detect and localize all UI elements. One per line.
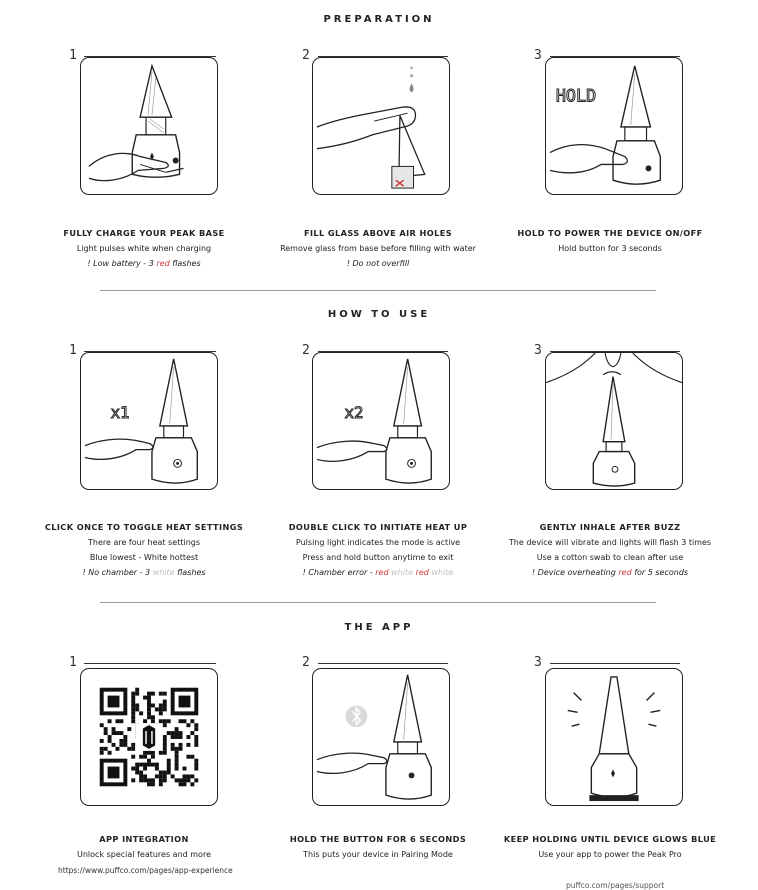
qr-code-icon[interactable] bbox=[81, 669, 217, 805]
prep-step-2-number: 2 bbox=[302, 48, 310, 63]
section-title-how-to-use: HOW TO USE bbox=[327, 309, 431, 320]
use-step-3-illustration bbox=[545, 352, 683, 490]
section-divider-2 bbox=[100, 602, 656, 603]
app-step-1-number: 1 bbox=[69, 655, 77, 670]
use-step-3-detail-2: Use a cotton swab to clean after use bbox=[536, 553, 684, 562]
prep-step-1-illustration bbox=[80, 57, 218, 195]
use-step-1-detail-2: Blue lowest - White hottest bbox=[89, 553, 199, 562]
peak-device-icon bbox=[546, 669, 682, 805]
prep-step-2-caption bbox=[258, 226, 498, 271]
use-step-2-detail-1: Pulsing light indicates the mode is active bbox=[295, 538, 461, 547]
section-title-the-app: THE APP bbox=[344, 622, 414, 633]
app-step-1-illustration[interactable] bbox=[80, 668, 218, 806]
use-step-2-title: DOUBLE CLICK TO INITIATE HEAT UP bbox=[288, 522, 468, 532]
prep-step-1-caption bbox=[24, 226, 264, 271]
click-once-text: x1 bbox=[110, 403, 130, 423]
prep-step-2-detail: Remove glass from base before filling with water bbox=[280, 244, 476, 253]
prep-step-1-warning: ! Low battery - 3 red flashes bbox=[87, 259, 201, 268]
peak-device-icon bbox=[546, 353, 682, 489]
use-step-3-number: 3 bbox=[534, 343, 542, 358]
app-step-3-detail: Use your app to power the Peak Pro bbox=[538, 850, 682, 859]
prep-step-3-title: HOLD TO POWER THE DEVICE ON/OFF bbox=[517, 228, 703, 238]
use-step-3-warning: ! Device overheating red for 5 seconds bbox=[531, 568, 689, 577]
prep-step-3-caption bbox=[490, 226, 730, 256]
use-step-1-number: 1 bbox=[69, 343, 77, 358]
use-step-3-detail-1: The device will vibrate and lights will flash 3 times bbox=[508, 538, 712, 547]
prep-step-3-number: 3 bbox=[534, 48, 542, 63]
app-step-3-number: 3 bbox=[534, 655, 542, 670]
peak-device-icon bbox=[81, 58, 217, 194]
app-step-3-illustration bbox=[545, 668, 683, 806]
app-step-2-number: 2 bbox=[302, 655, 310, 670]
hand-icon bbox=[317, 753, 387, 773]
use-step-2-detail-2: Press and hold button anytime to exit bbox=[302, 553, 454, 562]
prep-step-1-number: 1 bbox=[69, 48, 77, 63]
prep-step-1-title: FULLY CHARGE YOUR PEAK BASE bbox=[63, 228, 225, 238]
app-step-2-illustration bbox=[312, 668, 450, 806]
use-step-1-title: CLICK ONCE TO TOGGLE HEAT SETTINGS bbox=[44, 522, 244, 532]
peak-glass-icon bbox=[313, 58, 449, 194]
peak-device-icon bbox=[81, 353, 217, 489]
app-step-3-title: KEEP HOLDING UNTIL DEVICE GLOWS BLUE bbox=[503, 834, 717, 844]
use-step-1-warning: ! No chamber - 3 white flashes bbox=[82, 568, 206, 577]
app-step-2-line bbox=[318, 663, 448, 664]
support-link[interactable]: puffco.com/pages/support bbox=[566, 881, 665, 890]
app-experience-link[interactable]: https://www.puffco.com/pages/app-experience bbox=[58, 866, 233, 875]
app-step-1-title: APP INTEGRATION bbox=[99, 834, 189, 844]
use-step-1-detail-1: There are four heat settings bbox=[87, 538, 201, 547]
prep-step-2-title: FILL GLASS ABOVE AIR HOLES bbox=[303, 228, 453, 238]
use-step-3-title: GENTLY INHALE AFTER BUZZ bbox=[539, 522, 681, 532]
use-step-2-illustration bbox=[312, 352, 450, 490]
water-drop-icon bbox=[410, 66, 413, 69]
use-step-3-caption bbox=[490, 520, 730, 580]
prep-step-2-warning: ! Do not overfill bbox=[346, 259, 410, 268]
app-step-1-caption bbox=[24, 832, 264, 862]
glow-rays-icon bbox=[568, 693, 661, 727]
peak-device-icon bbox=[313, 669, 449, 805]
prep-step-1-detail: Light pulses white when charging bbox=[76, 244, 212, 253]
hand-icon bbox=[85, 439, 153, 459]
app-step-1-line bbox=[84, 663, 216, 664]
app-step-1-detail: Unlock special features and more bbox=[77, 850, 211, 859]
app-step-3-line bbox=[550, 663, 680, 664]
use-step-1-caption bbox=[24, 520, 264, 580]
hand-icon bbox=[317, 441, 387, 461]
peak-device-icon bbox=[313, 353, 449, 489]
prep-step-3-detail: Hold button for 3 seconds bbox=[558, 244, 662, 253]
app-step-2-caption bbox=[258, 832, 498, 862]
double-click-text: x2 bbox=[344, 403, 364, 423]
peak-device-icon bbox=[546, 58, 682, 194]
use-step-1-illustration bbox=[80, 352, 218, 490]
app-step-2-detail: This puts your device in Pairing Mode bbox=[303, 850, 453, 859]
section-divider-1 bbox=[100, 290, 656, 291]
prep-step-2-illustration bbox=[312, 57, 450, 195]
hold-illustration-text: HOLD bbox=[555, 85, 597, 106]
use-step-2-warning: ! Chamber error - red white red white bbox=[302, 568, 454, 577]
app-step-3-caption bbox=[490, 832, 730, 862]
prep-step-3-illustration bbox=[545, 57, 683, 195]
app-step-2-title: HOLD THE BUTTON FOR 6 SECONDS bbox=[289, 834, 467, 844]
use-step-2-number: 2 bbox=[302, 343, 310, 358]
use-step-2-caption bbox=[258, 520, 498, 580]
section-title-preparation: PREPARATION bbox=[323, 14, 435, 25]
